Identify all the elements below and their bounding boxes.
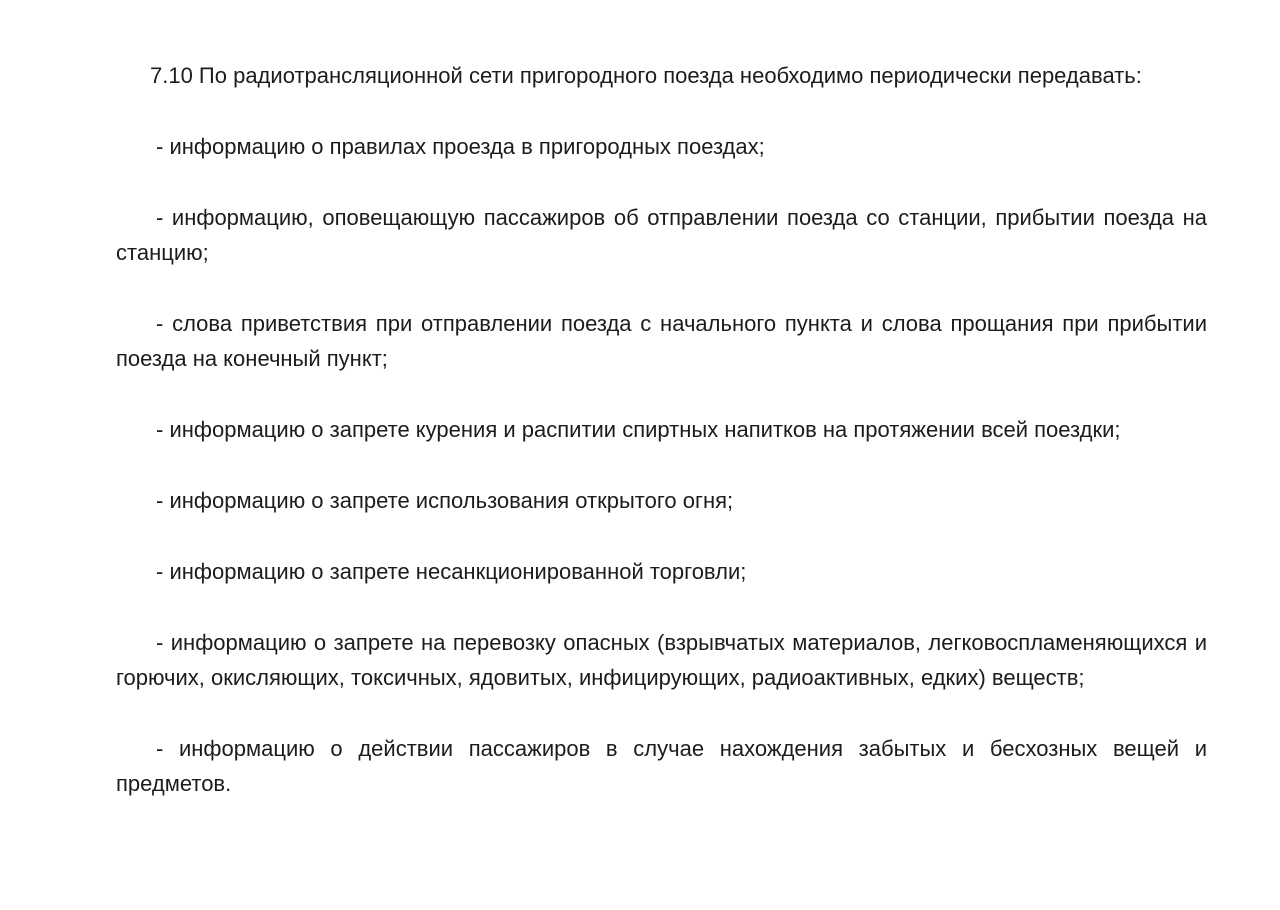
list-item-trade-ban: - информацию о запрете несанкционированной торговли; xyxy=(156,559,747,584)
document-body xyxy=(116,58,1207,801)
list-item-dangerous-goods: - информацию о запрете на перевозку опасных (взрывчатых материалов, легковоспламеняющихся и горючих, окисляющих, токсичных, ядовитых, инфицирующих, радиоактивных, едких) веществ; xyxy=(116,630,1207,690)
list-item-open-fire-ban: - информацию о запрете использования открытого огня; xyxy=(156,488,734,513)
intro-paragraph: 7.10 По радиотрансляционной сети пригородного поезда необходимо периодически передавать: xyxy=(150,63,1142,88)
list-item-departure-arrival: - информацию, оповещающую пассажиров об отправлении поезда со станции, прибытии поезда на станцию; xyxy=(116,205,1207,265)
list-item-rules: - информацию о правилах проезда в пригородных поездах; xyxy=(156,134,765,159)
list-item-lost-items: - информацию о действии пассажиров в случае нахождения забытых и бесхозных вещей и предметов. xyxy=(116,736,1207,796)
list-item-smoking-ban: - информацию о запрете курения и распитии спиртных напитков на протяжении всей поездки; xyxy=(156,417,1121,442)
list-item-greetings: - слова приветствия при отправлении поезда с начального пункта и слова прощания при прибытии поезда на конечный пункт; xyxy=(116,311,1207,371)
